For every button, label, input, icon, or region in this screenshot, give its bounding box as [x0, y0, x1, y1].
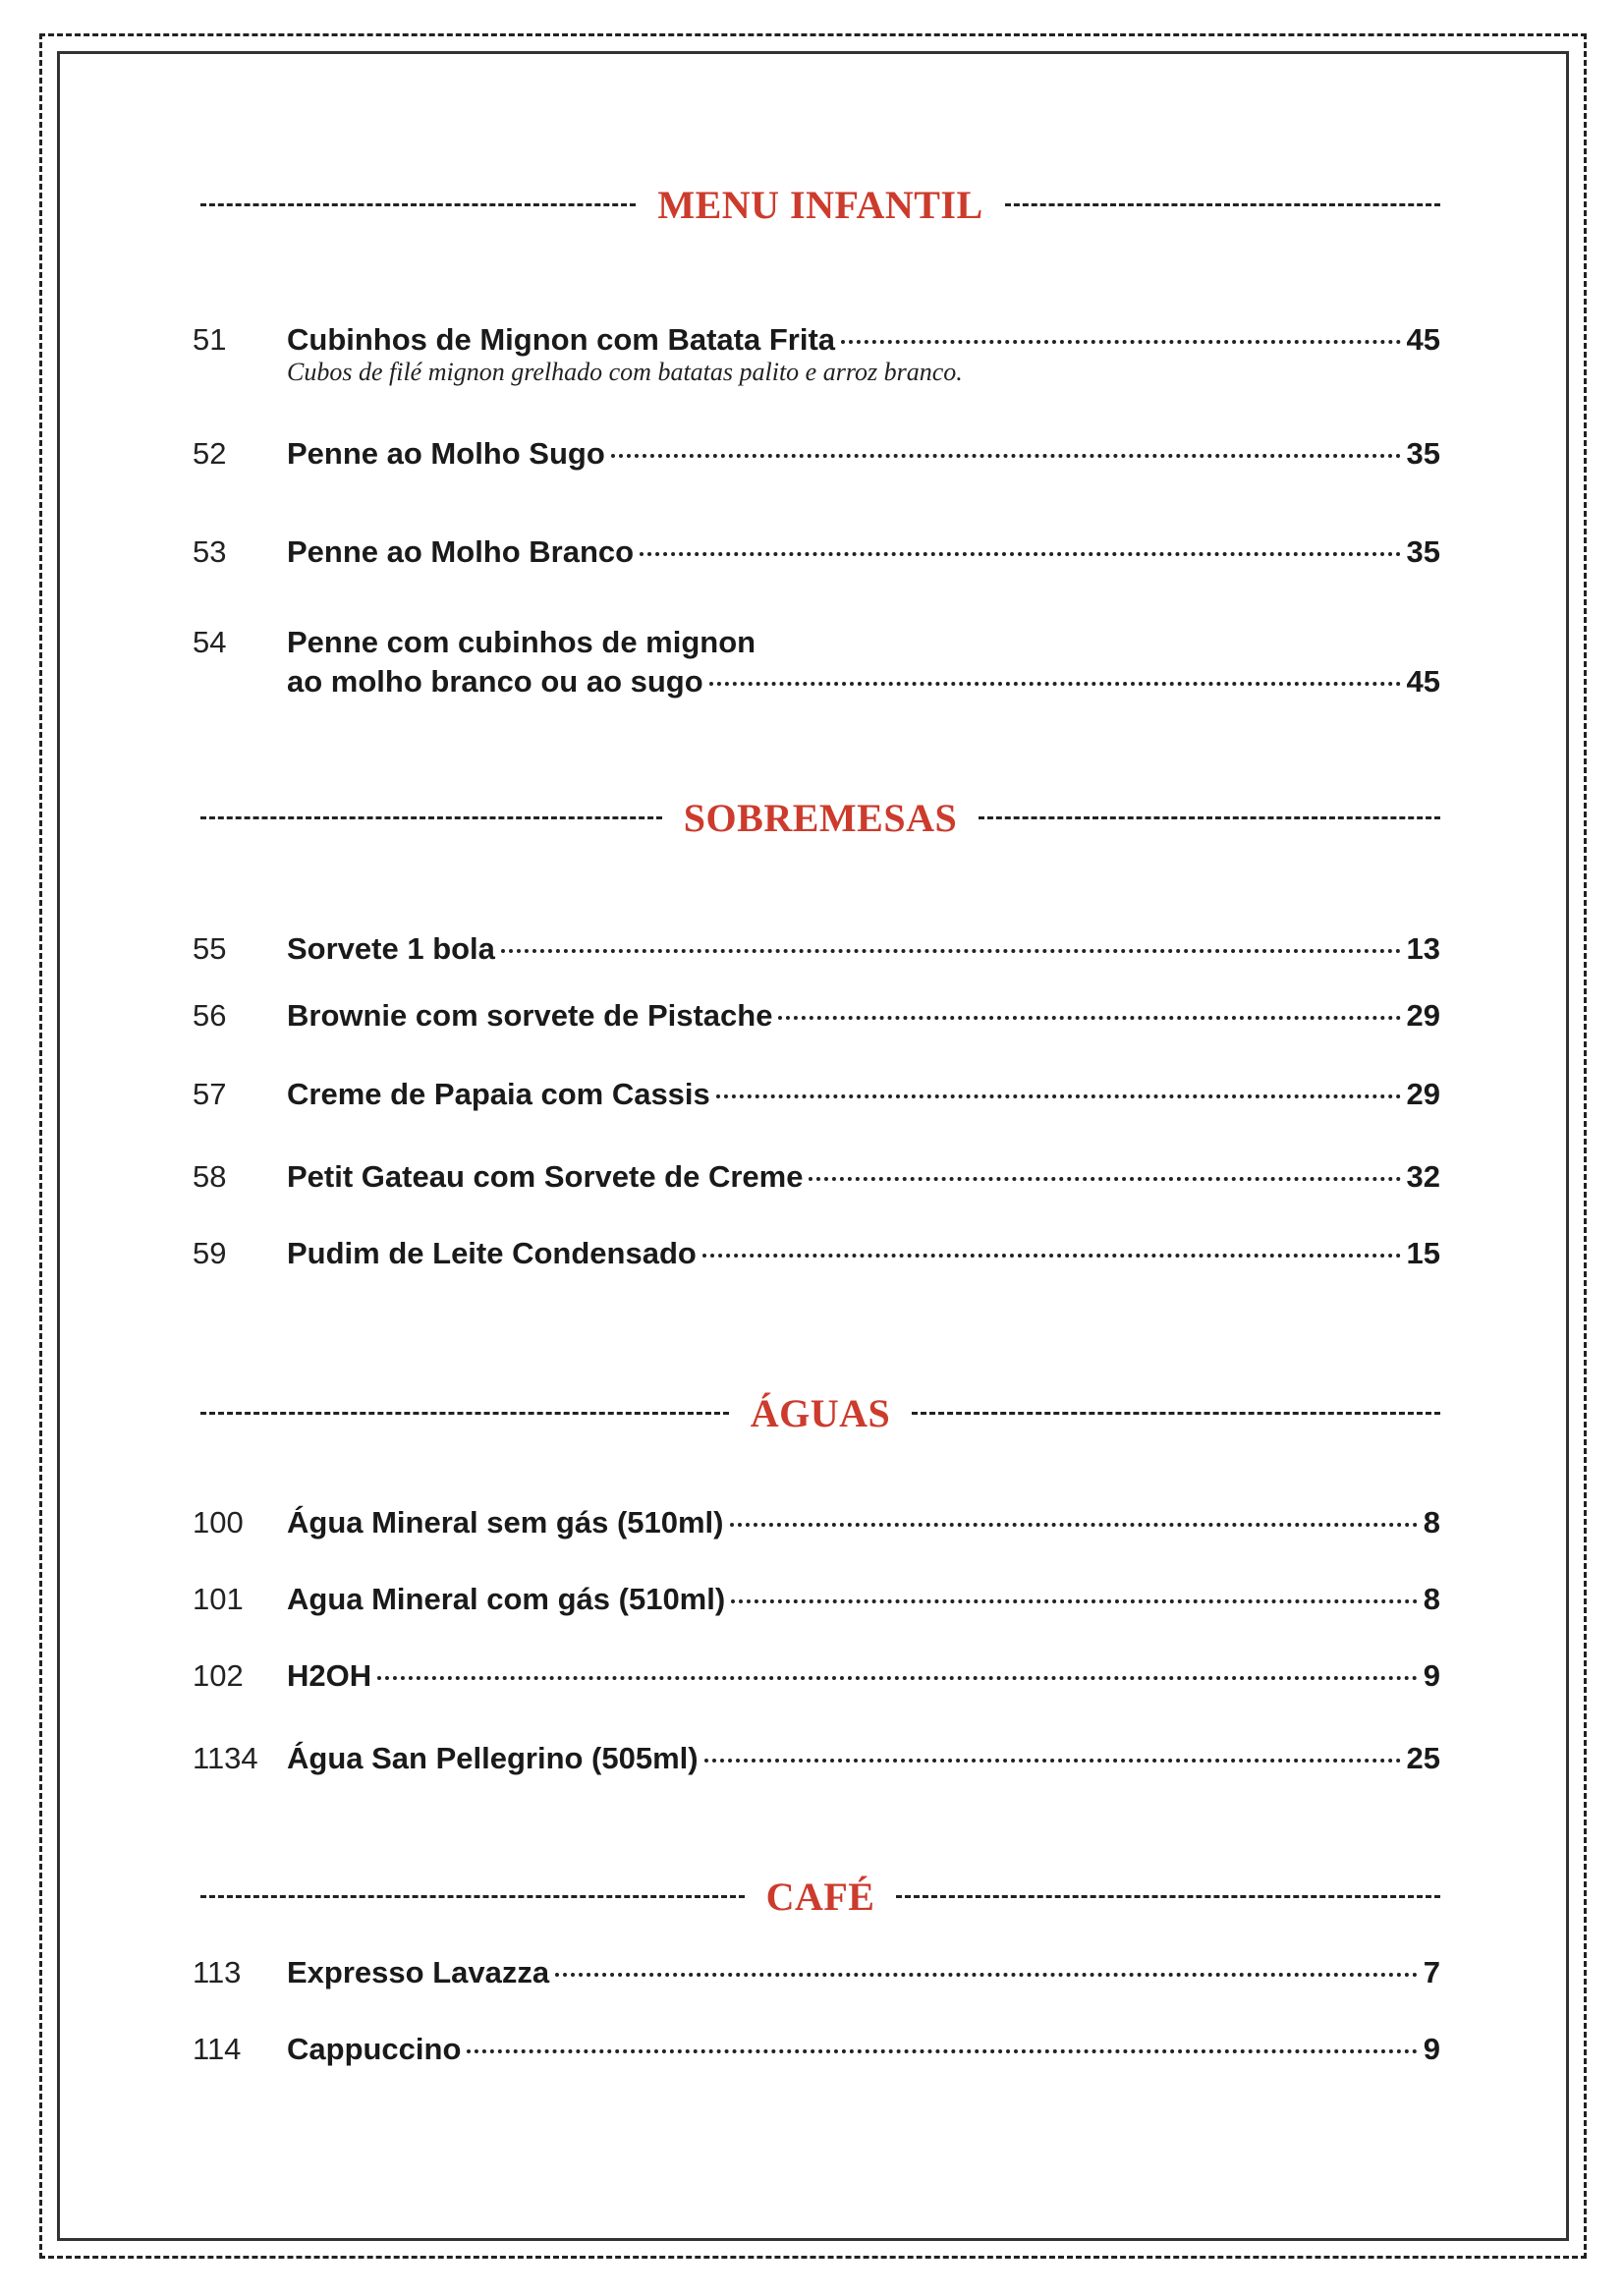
item-price: 7: [1423, 1955, 1440, 1989]
menu-item: [193, 2030, 1440, 2069]
dot-leader: [640, 552, 1400, 556]
item-number: 100: [193, 1505, 244, 1540]
dot-leader: [716, 1094, 1401, 1098]
item-number: 102: [193, 1658, 244, 1693]
item-price: 9: [1423, 1658, 1440, 1693]
section-header-menu-infantil: [200, 181, 1440, 228]
item-name: Pudim de Leite Condensado: [287, 1236, 697, 1270]
divider: [896, 1895, 1440, 1898]
item-price: 8: [1423, 1582, 1440, 1616]
item-description: Cubos de filé mignon grelhado com batatas palito e arroz branco.: [287, 358, 963, 386]
item-number: 52: [193, 436, 227, 471]
section-title: SOBREMESAS: [683, 795, 958, 840]
item-name: Cappuccino: [287, 2032, 462, 2066]
menu-item: [193, 434, 1440, 474]
item-name: Agua Mineral com gás (510ml): [287, 1582, 726, 1616]
divider: [979, 816, 1440, 819]
dot-leader: [611, 454, 1401, 458]
divider: [200, 816, 662, 819]
item-number: 101: [193, 1582, 244, 1616]
menu-item: [193, 1075, 1440, 1114]
menu-item: [193, 320, 1440, 360]
item-price: 29: [1406, 998, 1440, 1033]
item-price: 45: [1406, 664, 1440, 699]
dot-leader: [501, 949, 1401, 953]
item-price: 15: [1406, 1236, 1440, 1270]
item-number: 55: [193, 931, 227, 966]
dot-leader: [377, 1676, 1418, 1680]
item-number: 56: [193, 998, 227, 1033]
item-name: ao molho branco ou ao sugo: [287, 664, 703, 699]
item-name: Brownie com sorvete de Pistache: [287, 998, 773, 1033]
item-price: 32: [1406, 1159, 1440, 1194]
item-number: 58: [193, 1159, 227, 1194]
item-name: Sorvete 1 bola: [287, 931, 495, 966]
item-price: 8: [1423, 1505, 1440, 1540]
divider: [200, 1412, 729, 1415]
item-name: Creme de Papaia com Cassis: [287, 1077, 710, 1111]
dot-leader: [841, 340, 1401, 344]
dot-leader: [730, 1523, 1418, 1527]
menu-item: [193, 1157, 1440, 1197]
menu-item: [193, 1503, 1440, 1542]
divider: [912, 1412, 1440, 1415]
section-header-sobremesas: [200, 794, 1440, 841]
dot-leader: [467, 2049, 1417, 2053]
item-number: 114: [193, 2032, 242, 2066]
section-title: MENU INFANTIL: [657, 182, 983, 227]
item-name: Água Mineral sem gás (510ml): [287, 1505, 724, 1540]
section-header-aguas: [200, 1389, 1440, 1436]
menu-item: [193, 1656, 1440, 1696]
item-price: 29: [1406, 1077, 1440, 1111]
item-price: 25: [1406, 1741, 1440, 1775]
item-number: 59: [193, 1236, 227, 1270]
dot-leader: [709, 682, 1401, 686]
menu-item: [193, 1580, 1440, 1619]
item-name: H2OH: [287, 1658, 372, 1693]
section-header-cafe: [200, 1873, 1440, 1920]
dot-leader: [809, 1177, 1400, 1181]
item-number: 53: [193, 534, 227, 569]
item-number: 1134: [193, 1741, 258, 1775]
menu-item: [193, 996, 1440, 1036]
item-price: 35: [1406, 436, 1440, 471]
item-name: Petit Gateau com Sorvete de Creme: [287, 1159, 804, 1194]
divider: [200, 1895, 745, 1898]
section-title: ÁGUAS: [750, 1390, 891, 1435]
item-number: 113: [193, 1955, 242, 1989]
dot-leader: [704, 1759, 1401, 1763]
section-title: CAFÉ: [765, 1874, 875, 1919]
menu-item: [193, 1739, 1440, 1778]
item-name: Cubinhos de Mignon com Batata Frita: [287, 322, 836, 357]
divider: [1005, 203, 1440, 206]
item-price: 9: [1423, 2032, 1440, 2066]
item-number: 57: [193, 1077, 227, 1111]
item-number: 54: [193, 625, 227, 659]
menu-item: [193, 1234, 1440, 1273]
item-price: 45: [1406, 322, 1440, 357]
item-name-line1: Penne com cubinhos de mignon: [287, 625, 756, 659]
item-number: 51: [193, 322, 227, 357]
divider: [200, 203, 636, 206]
menu-item: [193, 929, 1440, 969]
menu-item: [193, 1953, 1440, 1992]
dot-leader: [731, 1599, 1418, 1603]
menu-item: [193, 625, 1440, 701]
item-name: Expresso Lavazza: [287, 1955, 550, 1989]
item-name: Água San Pellegrino (505ml): [287, 1741, 699, 1775]
dot-leader: [778, 1016, 1400, 1020]
dot-leader: [702, 1254, 1401, 1258]
menu-item: [193, 532, 1440, 572]
item-name: Penne ao Molho Branco: [287, 534, 635, 569]
dot-leader: [555, 1973, 1418, 1977]
item-price: 13: [1406, 931, 1440, 966]
item-price: 35: [1406, 534, 1440, 569]
item-name: Penne ao Molho Sugo: [287, 436, 605, 471]
